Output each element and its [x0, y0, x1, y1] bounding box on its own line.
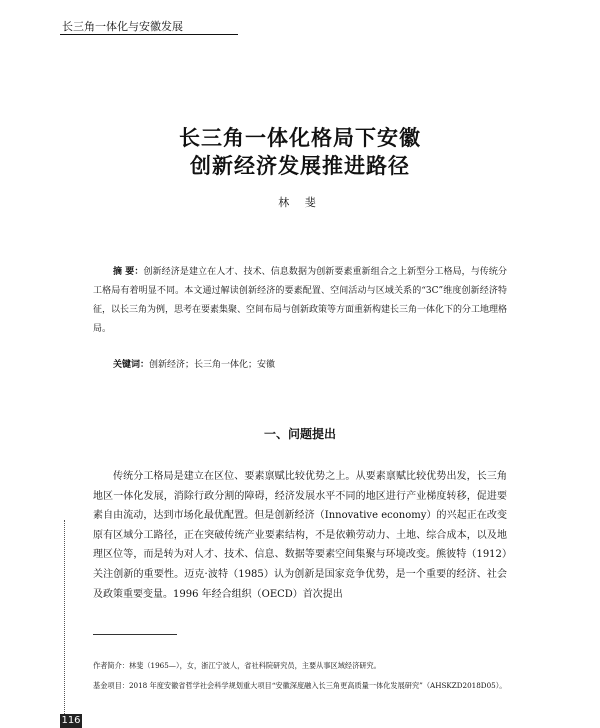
footnote-fund: [93, 680, 507, 691]
section-heading: 一、问题提出: [263, 427, 336, 441]
keywords-text: 创新经济；长三角一体化；安徽: [149, 360, 276, 370]
footnote-fund-text: 2018 年度安徽省哲学社会科学规划重大项目“安徽深度融入长三角更高质量一体化发展研究”（AHSKZD2018D05）。: [128, 681, 507, 690]
keywords: [113, 357, 275, 370]
article-title-line-1: 长三角一体化格局下安徽: [179, 126, 421, 150]
author-name: 林 斐: [278, 196, 322, 209]
keywords-label: 关键词：: [113, 360, 150, 370]
footnote-author-text: 林斐（1965—），女，浙江宁波人，省社科院研究员，主要从事区域经济研究。: [128, 661, 381, 670]
running-header: 长三角一体化与安徽发展: [62, 20, 183, 33]
page-number: 116: [61, 715, 81, 726]
footnote-fund-label: 基金项目：: [93, 681, 129, 690]
header-rule: [60, 34, 238, 35]
abstract-label: 摘 要：: [113, 267, 144, 277]
footnote-author-label: 作者简介：: [93, 661, 129, 670]
article-title-line-2: 创新经济发展推进路径: [190, 154, 410, 178]
footnote-author: [93, 660, 507, 671]
abstract-paragraph: [93, 263, 507, 339]
body-paragraph: 传统分工格局是建立在区位、要素禀赋比较优势之上。从要素禀赋比较优势出发，长三角地区一体化发展，消除行政分割的障碍，经济发展水平不同的地区进行产业梯度转移，促进要素自由流动，达到市场化最优配置。但是创新经济（Innovative economy）的兴起正在改变原有区域分工路径，正在突破传统产业要素结构，不是依赖劳动力、土地、综合成本，以及地理区位等，而是转为对人才、技术、信息、数据等要素空间集聚与环境改变。熊彼特（1912）关注创新的重要性。迈克·波特（1985）认为创新是国家竞争优势，是一个重要的经济、社会及政策重要变量。1996 年经合组织（OECD）首次提出: [93, 471, 507, 600]
abstract-text: 创新经济是建立在人才、技术、信息数据为创新要素重新组合之上新型分工格局，与传统分工格局有着明显不同。本文通过解读创新经济的要素配置、空间活动与区域关系的“3C”维度创新经济特征，以长三角为例，思考在要素集聚、空间布局与创新政策等方面重新构建长三角一体化下的分工地理格局。: [93, 267, 508, 334]
footnote-rule: [93, 634, 177, 635]
margin-dotted-line: [64, 520, 67, 720]
abstract: [93, 263, 507, 339]
